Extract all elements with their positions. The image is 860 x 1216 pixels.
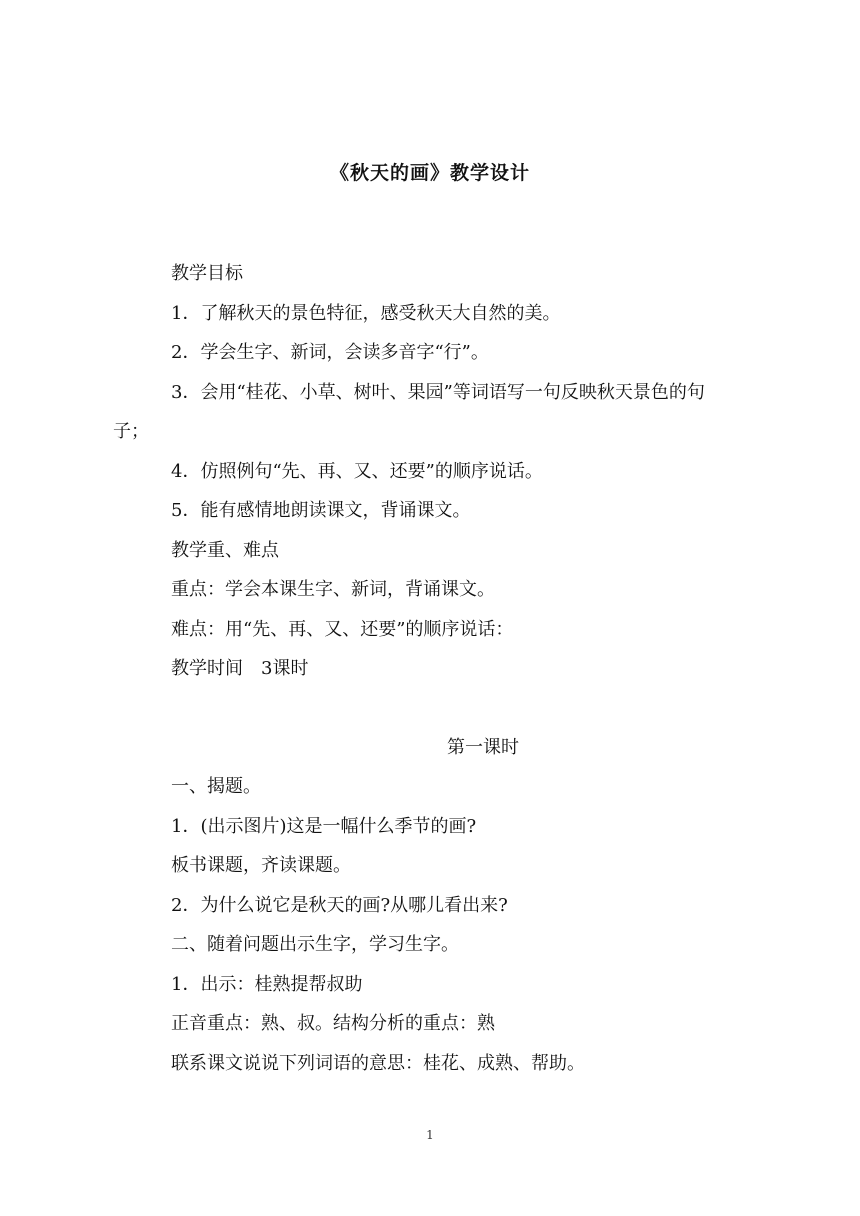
lesson-line: 一、揭题。 xyxy=(171,776,261,797)
difficult-point: 难点：用“先、再、又、还要”的顺序说话： xyxy=(171,618,514,640)
lesson-line: 正音重点：熟、叔。结构分析的重点：熟 xyxy=(171,1013,495,1034)
objective-item: 1．了解秋天的景色特征，感受秋天大自然的美。 xyxy=(171,302,561,324)
objectives-heading: 教学目标 xyxy=(171,263,243,284)
document-body xyxy=(113,254,733,1083)
document-title: 《秋天的画》教学设计 xyxy=(329,162,530,184)
objective-item: 4．仿照例句“先、再、又、还要”的顺序说话。 xyxy=(171,460,543,482)
objective-item: 3．会用“桂花、小草、树叶、果园”等词语写一句反映秋天景色的句子； xyxy=(113,381,705,442)
teaching-time: 教学时间 3课时 xyxy=(171,658,309,679)
lesson-line: 二、随着问题出示生字，学习生字。 xyxy=(171,934,459,955)
lesson-line: 联系课文说说下列词语的意思：桂花、成熟、帮助。 xyxy=(171,1052,585,1074)
section-spacer xyxy=(113,689,733,728)
page-number: 1 xyxy=(426,1128,434,1142)
lesson-line: 1．出示：桂熟提帮叔助 xyxy=(171,973,363,995)
lesson-line: 板书课题，齐读课题。 xyxy=(171,855,351,876)
lesson-line: 2．为什么说它是秋天的画?从哪儿看出来? xyxy=(171,894,508,916)
lesson-line: 1．(出示图片)这是一幅什么季节的画? xyxy=(171,815,477,837)
key-points-heading: 教学重、难点 xyxy=(171,539,279,561)
lesson-heading: 第一课时 xyxy=(447,736,519,758)
objective-item: 5．能有感情地朗读课文，背诵课文。 xyxy=(171,500,471,521)
key-point: 重点：学会本课生字、新词，背诵课文。 xyxy=(171,579,495,600)
objective-item: 2．学会生字、新词，会读多音字“行”。 xyxy=(171,342,489,363)
